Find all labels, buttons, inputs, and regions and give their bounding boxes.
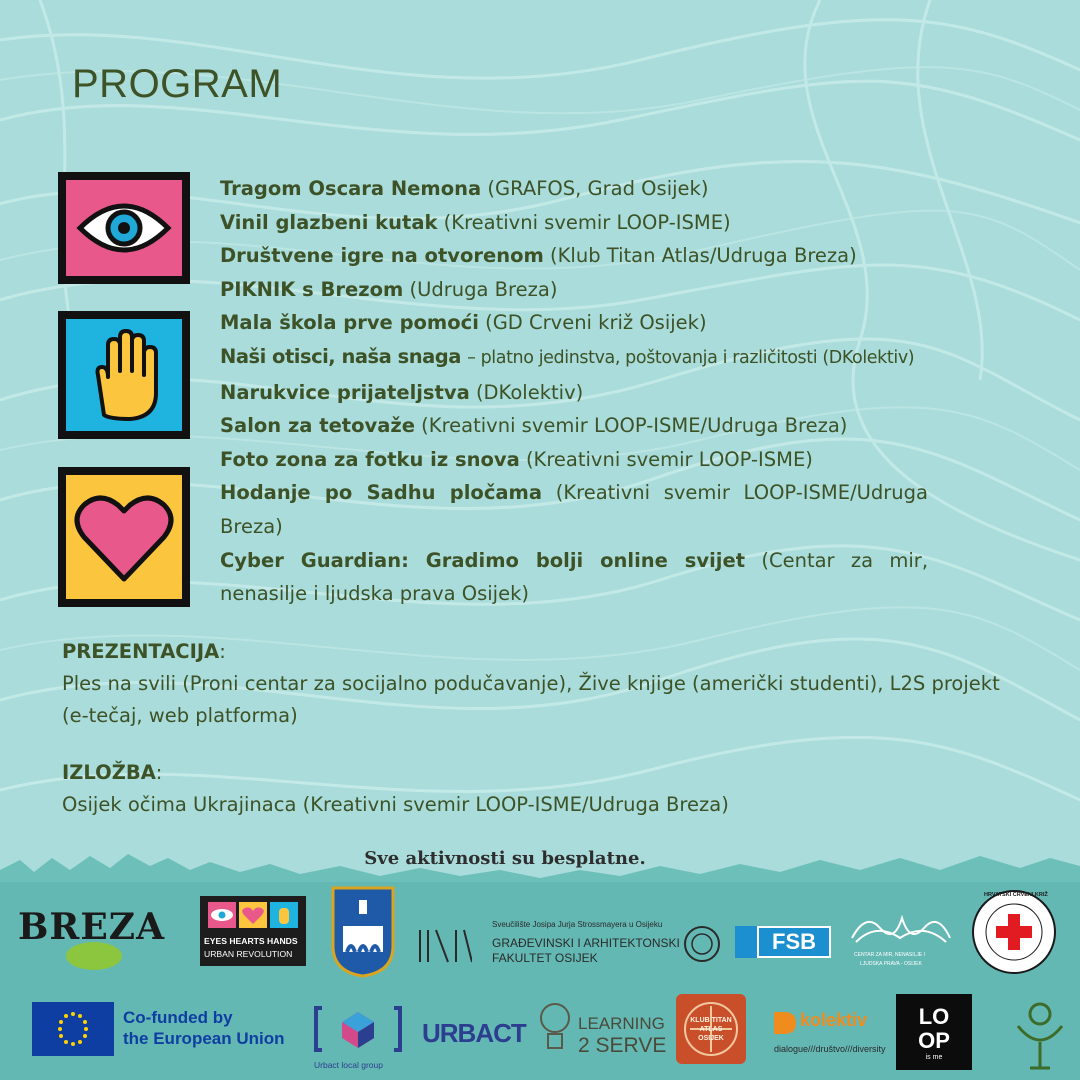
- program-item-name: Narukvice prijateljstva: [220, 380, 470, 404]
- eye-icon: [66, 180, 182, 276]
- loop-line1: LO: [918, 1004, 950, 1029]
- loop-sub: is me: [925, 1054, 943, 1061]
- program-item: [220, 273, 928, 307]
- l2s-line1: LEARNING: [578, 1014, 665, 1033]
- centar-za-mir-logo: [846, 908, 956, 972]
- program-item-org: (Kreativni svemir LOOP-ISME/Udruga Breza): [220, 481, 928, 538]
- loop-isme-logo: [896, 994, 972, 1070]
- presentation-text: Ples na svili (Proni centar za socijalno podučavanje), Žive knjige (američki studenti), L2S projekt (e-tečaj, web platforma): [62, 672, 1000, 727]
- program-item-org: (Klub Titan Atlas/Udruga Breza): [550, 244, 857, 268]
- program-list: [220, 172, 928, 611]
- urbact-local-group-logo: [312, 1004, 404, 1076]
- program-item-org: (Kreativni svemir LOOP-ISME/Udruga Breza): [421, 414, 848, 438]
- light-bulb-icon: [538, 998, 572, 1062]
- ehh-icons: [200, 900, 306, 932]
- ehh-line2: URBAN REVOLUTION: [204, 949, 293, 959]
- eu-flag-icon: [32, 1002, 114, 1056]
- free-activities-note: Sve aktivnosti su besplatne.: [364, 848, 646, 869]
- l2s-line2: 2 SERVE: [578, 1034, 667, 1057]
- urbact-cube-icon: [312, 1004, 404, 1054]
- program-item: [220, 340, 928, 376]
- fsb-logo-text: FSB: [759, 928, 829, 956]
- university-seal-icon: [682, 924, 722, 964]
- dkolektiv-logo: [770, 1010, 888, 1060]
- program-item-name: Salon za tetovaže: [220, 414, 415, 438]
- klub-titan-atlas-logo: [676, 994, 746, 1064]
- learning-2-serve-logo: [538, 998, 668, 1062]
- program-item-name: Hodanje po Sadhu pločama: [220, 481, 543, 505]
- program-item-name: Mala škola prve pomoći: [220, 311, 479, 335]
- program-item-name: Naši otisci, naša snaga: [220, 344, 461, 368]
- program-item: [220, 306, 928, 340]
- osijek-coat-of-arms-icon: [331, 886, 395, 978]
- urbact-local-group-text: Urbact local group: [314, 1060, 383, 1070]
- program-item-org: (Kreativni svemir LOOP-ISME): [525, 447, 813, 471]
- hand-icon-tile: [58, 311, 190, 439]
- gaf-osijek-logo: [416, 920, 680, 968]
- gaf-mark-icon: [416, 926, 472, 966]
- eu-cofunded-line1: Co-funded by: [123, 1008, 233, 1027]
- exhibition-heading: IZLOŽBA: [62, 761, 156, 784]
- eu-cofunded-line2: the European Union: [123, 1029, 285, 1048]
- eyes-hearts-hands-logo: [200, 896, 306, 966]
- loop-line2: OP: [918, 1028, 950, 1053]
- program-item-org: (DKolektiv): [475, 380, 584, 404]
- hand-icon: [66, 319, 182, 431]
- dkolektiv-d-icon: [770, 1010, 800, 1036]
- ehh-line1: EYES HEARTS HANDS: [204, 936, 298, 946]
- program-item: [220, 409, 928, 443]
- program-item: [220, 239, 928, 273]
- program-item: [220, 206, 928, 240]
- program-item: [220, 544, 928, 611]
- program-item-name: Društvene igre na otvorenom: [220, 244, 544, 268]
- centar-za-mir-icon: [846, 908, 956, 948]
- program-item: [220, 476, 928, 543]
- gaf-line1: GRAĐEVINSKI I ARHITEKTONSKI: [492, 936, 680, 950]
- dkolektiv-subtitle: dialogue///društvo///diversity: [774, 1044, 886, 1054]
- figure-logo-icon: [1012, 998, 1068, 1074]
- program-item: [220, 172, 928, 206]
- presentation-section: PREZENTACIJA: Ples na svili (Proni centar za socijalno podučavanje), Žive knjige (američki studenti), L2S projekt (e-tečaj, web platforma): [62, 636, 1022, 732]
- exhibition-section: IZLOŽBA: Osijek očima Ukrajinaca (Kreativni svemir LOOP-ISME/Udruga Breza): [62, 757, 1022, 821]
- red-cross-icon: [970, 888, 1058, 976]
- presentation-heading: PREZENTACIJA: [62, 640, 220, 663]
- program-item-org: (GD Crveni križ Osijek): [485, 311, 707, 335]
- program-item-org: (Udruga Breza): [409, 277, 558, 301]
- program-item-name: Vinil glazbeni kutak: [220, 210, 438, 234]
- fsb-logo: [735, 926, 831, 958]
- hrvatski-crveni-kriz-logo: [970, 888, 1058, 976]
- centar-mir-line2: LJUDSKA PRAVA - OSIJEK: [860, 961, 922, 967]
- centar-mir-line1: CENTAR ZA MIR, NENASILJE I: [854, 952, 926, 958]
- gaf-line2: FAKULTET OSIJEK: [492, 951, 598, 965]
- program-item: [220, 376, 928, 410]
- hck-ring-text: HRVATSKI CRVENI KRIŽ: [984, 892, 1048, 898]
- program-item-org: (Centar za mir, nenasilje i ljudska prava Osijek): [220, 548, 929, 606]
- breza-logo-text: BREZA: [18, 906, 165, 948]
- gaf-university-line: Sveučilište Josipa Jurja Strossmayera u Osijeku: [492, 920, 663, 929]
- eye-icon-tile: [58, 172, 190, 284]
- program-item-name: Tragom Oscara Nemona: [220, 177, 482, 200]
- urbact-logo: URBACT: [422, 1018, 526, 1048]
- heart-icon: [66, 475, 182, 599]
- program-item-name: Cyber Guardian: Gradimo bolji online svijet: [220, 548, 746, 572]
- program-item-org: (Kreativni svemir LOOP-ISME): [443, 210, 731, 234]
- program-item-name: Foto zona za fotku iz snova: [220, 447, 520, 471]
- program-item-name: PIKNIK s Brezom: [220, 277, 404, 301]
- heart-icon-tile: [58, 467, 190, 607]
- exhibition-text: Osijek očima Ukrajinaca (Kreativni svemir LOOP-ISME/Udruga Breza): [62, 793, 729, 816]
- breza-logo: [16, 900, 172, 974]
- page-title: PROGRAM: [72, 62, 283, 106]
- program-item-org: – platno jedinstva, poštovanja i različitosti (DKolektiv): [467, 347, 915, 368]
- dkolektiv-text: kolektiv: [800, 1010, 868, 1030]
- program-item-org: (GRAFOS, Grad Osijek): [487, 177, 709, 200]
- titan-atlas-text: KLUB TITAN ATLAS OSIJEK: [690, 1017, 732, 1042]
- program-item: [220, 443, 928, 477]
